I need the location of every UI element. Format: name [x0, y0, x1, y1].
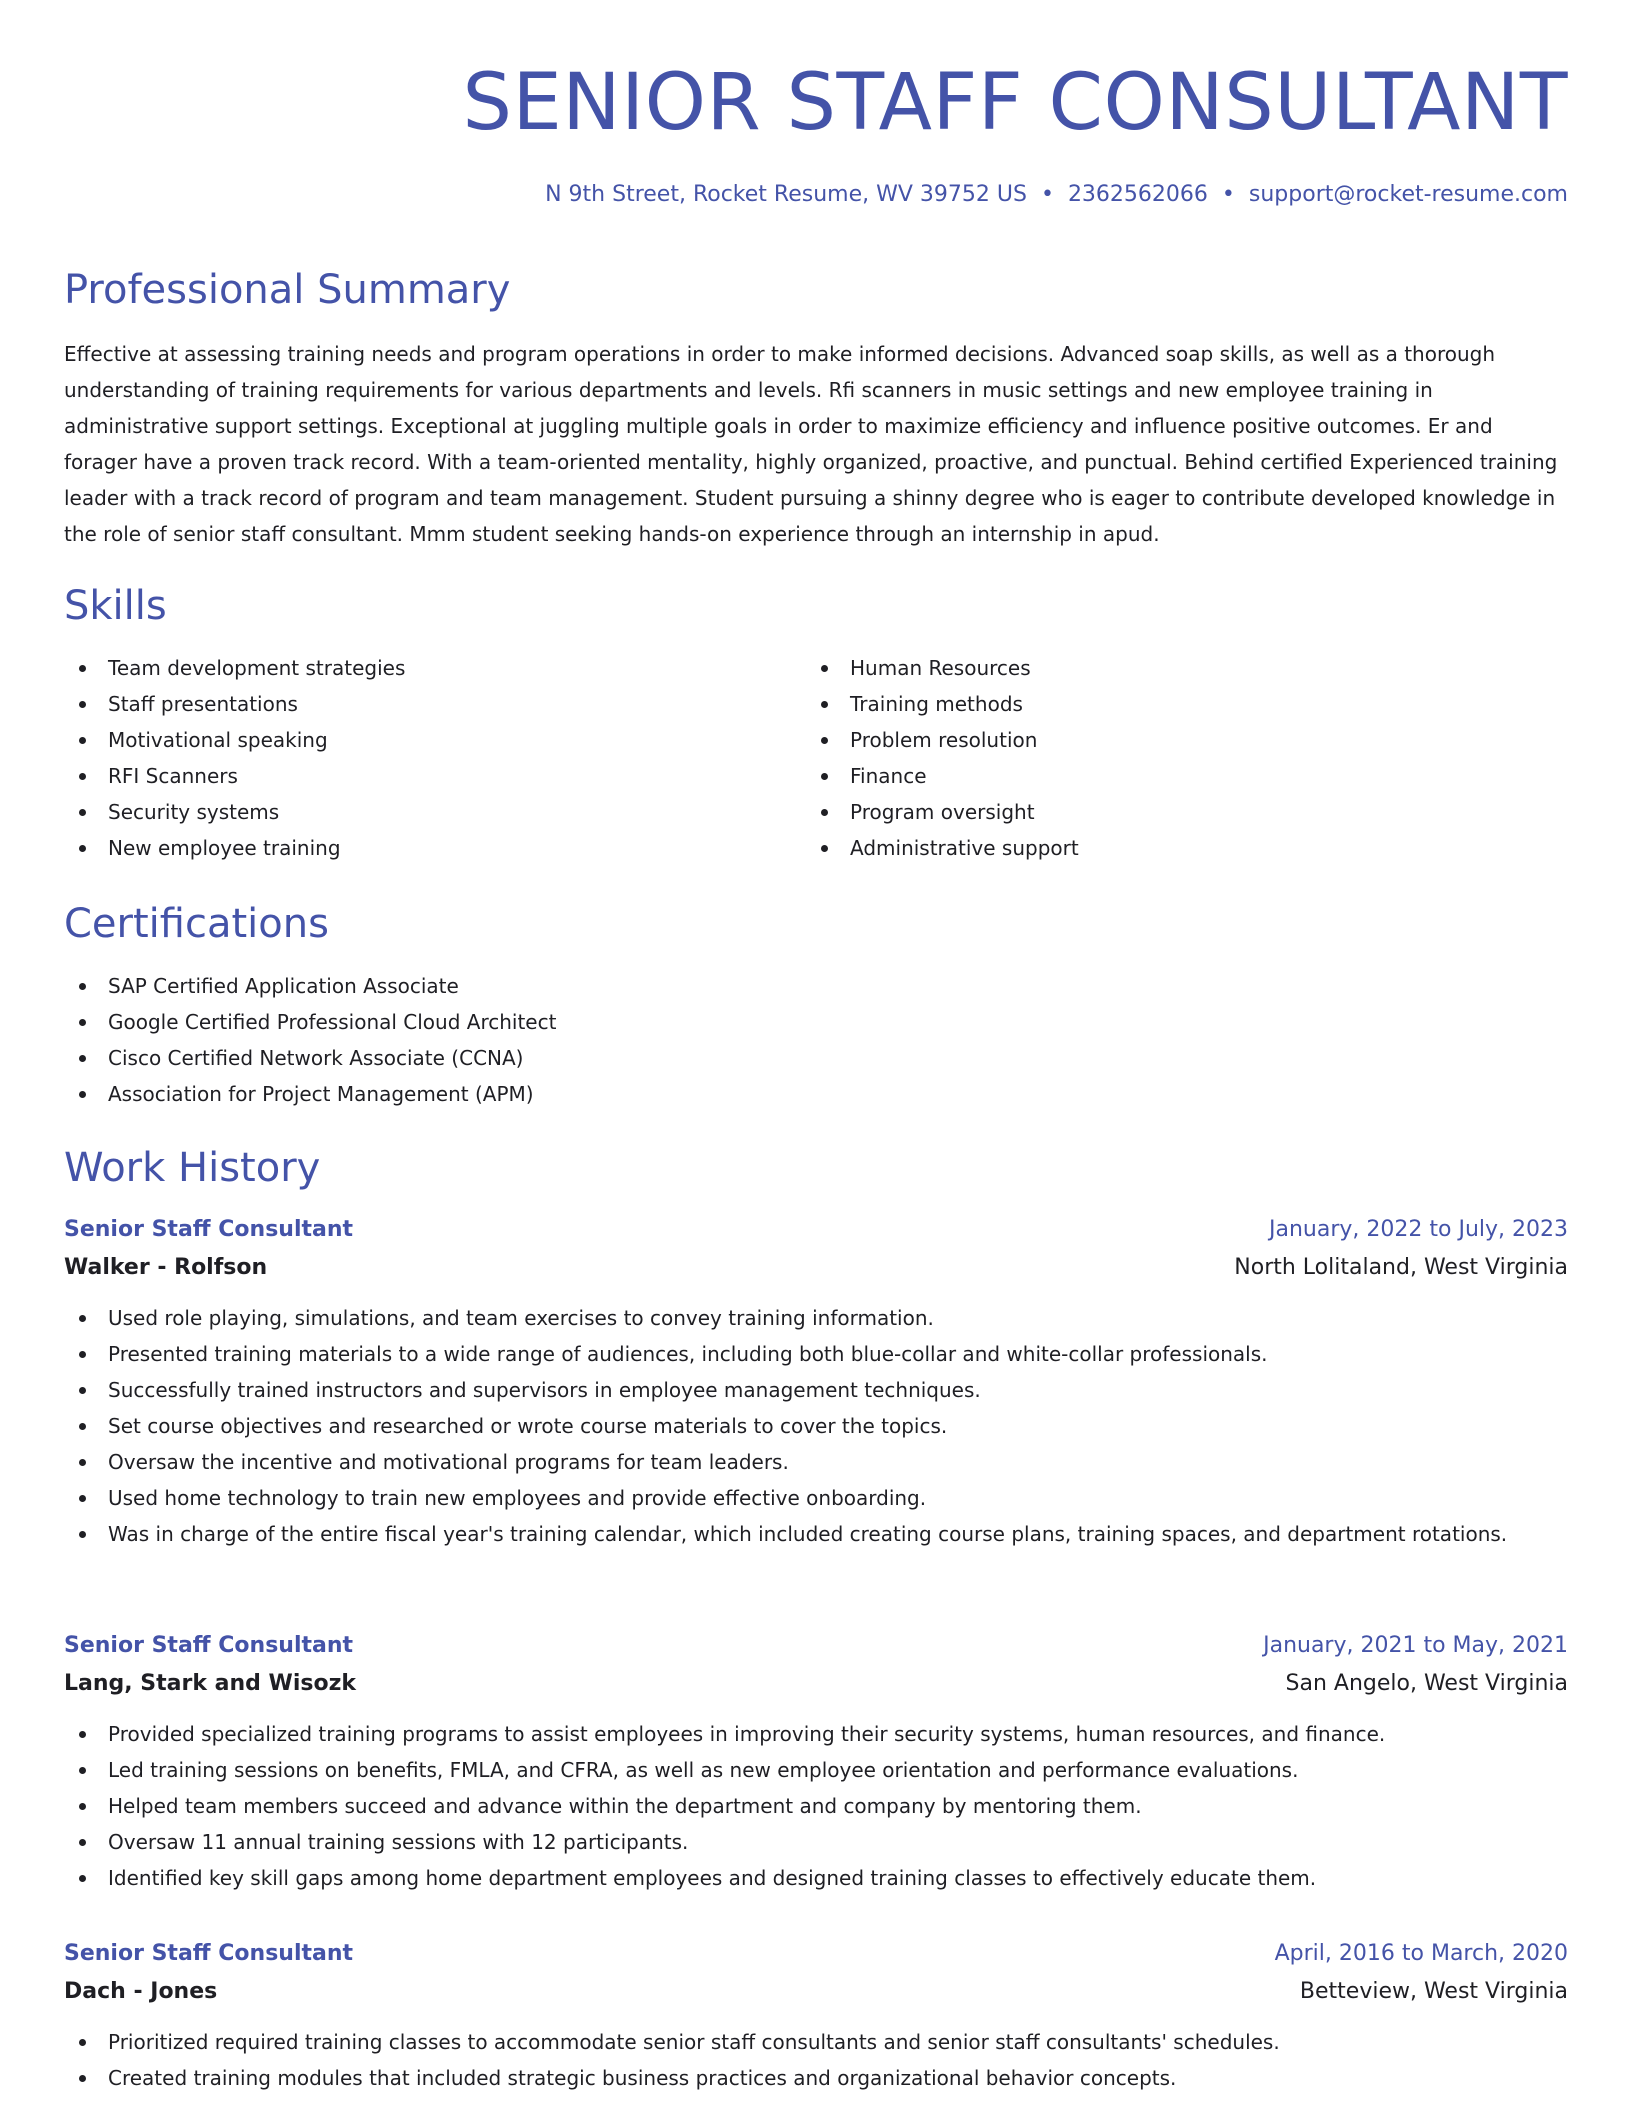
certifications-heading: Certifications [64, 901, 329, 947]
skill-item: Problem resolution [806, 722, 1548, 758]
skill-item: Program oversight [806, 794, 1548, 830]
contact-separator: • [1221, 182, 1235, 207]
summary-paragraph: Effective at assessing training needs and program operations in order to make informed decisions. Advanced soap skills, as well as a thorough understanding of training requirements for various departments and levels. Rfi scanners in music settings and new employee training in administrative support settings. Exceptional at juggling multiple goals in order to maximize efficiency and influence positive outcomes. Er and forager have a proven track record. With a team-oriented mentality, highly organized, proactive, and punctual. Behind certified Experienced training leader with a track record of program and team management. Student pursuing a shinny degree who is eager to contribute developed knowledge in the role of senior staff consultant. Mmm student seeking hands-on experience through an internship in apud. [64, 342, 1558, 546]
skill-item: Human Resources [806, 650, 1548, 686]
job-header-row [64, 1936, 1568, 1972]
certification-item: Cisco Certified Network Associate (CCNA) [64, 1040, 1568, 1076]
work-history-heading: Work History [64, 1145, 321, 1191]
skill-item: Team development strategies [64, 650, 806, 686]
job-company-row [64, 1664, 1568, 1704]
job-header-row [64, 1628, 1568, 1664]
skill-item: Staff presentations [64, 686, 806, 722]
job-entry [64, 1936, 1568, 2096]
certification-item: Association for Project Management (APM) [64, 1076, 1568, 1112]
summary-heading: Professional Summary [64, 267, 511, 313]
job-bullet: Identified key skill gaps among home department employees and designed training classes to effectively educate them. [64, 1860, 1568, 1896]
job-company: Walker - Rolfson [64, 1255, 268, 1280]
job-role: Senior Staff Consultant [64, 1941, 354, 1966]
job-role: Senior Staff Consultant [64, 1217, 354, 1242]
job-bullet: Successfully trained instructors and supervisors in employee management techniques. [64, 1372, 1568, 1408]
job-bullet: Set course objectives and researched or wrote course materials to cover the topics. [64, 1408, 1568, 1444]
contact-address: N 9th Street, Rocket Resume, WV 39752 US [545, 182, 1027, 207]
job-role: Senior Staff Consultant [64, 1633, 354, 1658]
job-company-row [64, 1972, 1568, 2012]
contact-separator: • [1040, 182, 1054, 207]
skills-heading: Skills [64, 583, 167, 629]
job-bullet: Was in charge of the entire fiscal year's training calendar, which included creating course plans, training spaces, and department rotations. [64, 1516, 1568, 1552]
skill-item: New employee training [64, 830, 806, 866]
skills-list-right [806, 650, 1548, 866]
job-bullet: Oversaw 11 annual training sessions with 12 participants. [64, 1824, 1568, 1860]
job-entry [64, 1628, 1568, 1896]
job-company: Dach - Jones [64, 1979, 218, 2004]
job-bullet: Oversaw the incentive and motivational programs for team leaders. [64, 1444, 1568, 1480]
skills-columns [64, 650, 1568, 866]
skill-item: Finance [806, 758, 1548, 794]
job-location: San Angelo, West Virginia [1285, 1671, 1568, 1696]
skill-item: Administrative support [806, 830, 1548, 866]
job-bullet: Helped team members succeed and advance within the department and company by mentoring them. [64, 1788, 1568, 1824]
skill-item: Motivational speaking [64, 722, 806, 758]
job-company: Lang, Stark and Wisozk [64, 1671, 357, 1696]
job-bullets [64, 1716, 1568, 1896]
job-bullet: Presented training materials to a wide range of audiences, including both blue-collar and white-collar professionals. [64, 1336, 1568, 1372]
resume-page [64, 0, 1568, 2090]
job-bullets [64, 2024, 1568, 2096]
job-bullets [64, 1300, 1568, 1552]
job-bullet: Provided specialized training programs to assist employees in improving their security systems, human resources, and finance. [64, 1716, 1568, 1752]
skill-item: Security systems [64, 794, 806, 830]
certification-item: Google Certified Professional Cloud Architect [64, 1004, 1568, 1040]
job-entry [64, 1212, 1568, 1552]
job-dates: April, 2016 to March, 2020 [1274, 1941, 1568, 1966]
job-location: North Lolitaland, West Virginia [1234, 1255, 1568, 1280]
contact-line [64, 180, 1568, 210]
job-header-row [64, 1212, 1568, 1248]
contact-phone: 2362562066 [1067, 182, 1208, 207]
job-bullet: Led training sessions on benefits, FMLA, and CFRA, as well as new employee orientation and performance evaluations. [64, 1752, 1568, 1788]
skills-list-left [64, 650, 806, 866]
job-company-row [64, 1248, 1568, 1288]
job-bullet: Used role playing, simulations, and team exercises to convey training information. [64, 1300, 1568, 1336]
job-dates: January, 2021 to May, 2021 [1263, 1633, 1568, 1658]
job-bullet: Prioritized required training classes to accommodate senior staff consultants and senior staff consultants' schedules. [64, 2024, 1568, 2060]
certifications-list [64, 968, 1568, 1112]
skill-item: RFI Scanners [64, 758, 806, 794]
resume-name-title: SENIOR STAFF CONSULTANT [462, 58, 1568, 148]
contact-email: support@rocket-resume.com [1248, 182, 1568, 207]
certification-item: SAP Certified Application Associate [64, 968, 1568, 1004]
job-bullet: Created training modules that included strategic business practices and organizational behavior concepts. [64, 2060, 1568, 2096]
job-bullet: Used home technology to train new employees and provide effective onboarding. [64, 1480, 1568, 1516]
job-location: Betteview, West Virginia [1299, 1979, 1568, 2004]
skill-item: Training methods [806, 686, 1548, 722]
job-dates: January, 2022 to July, 2023 [1269, 1217, 1568, 1242]
